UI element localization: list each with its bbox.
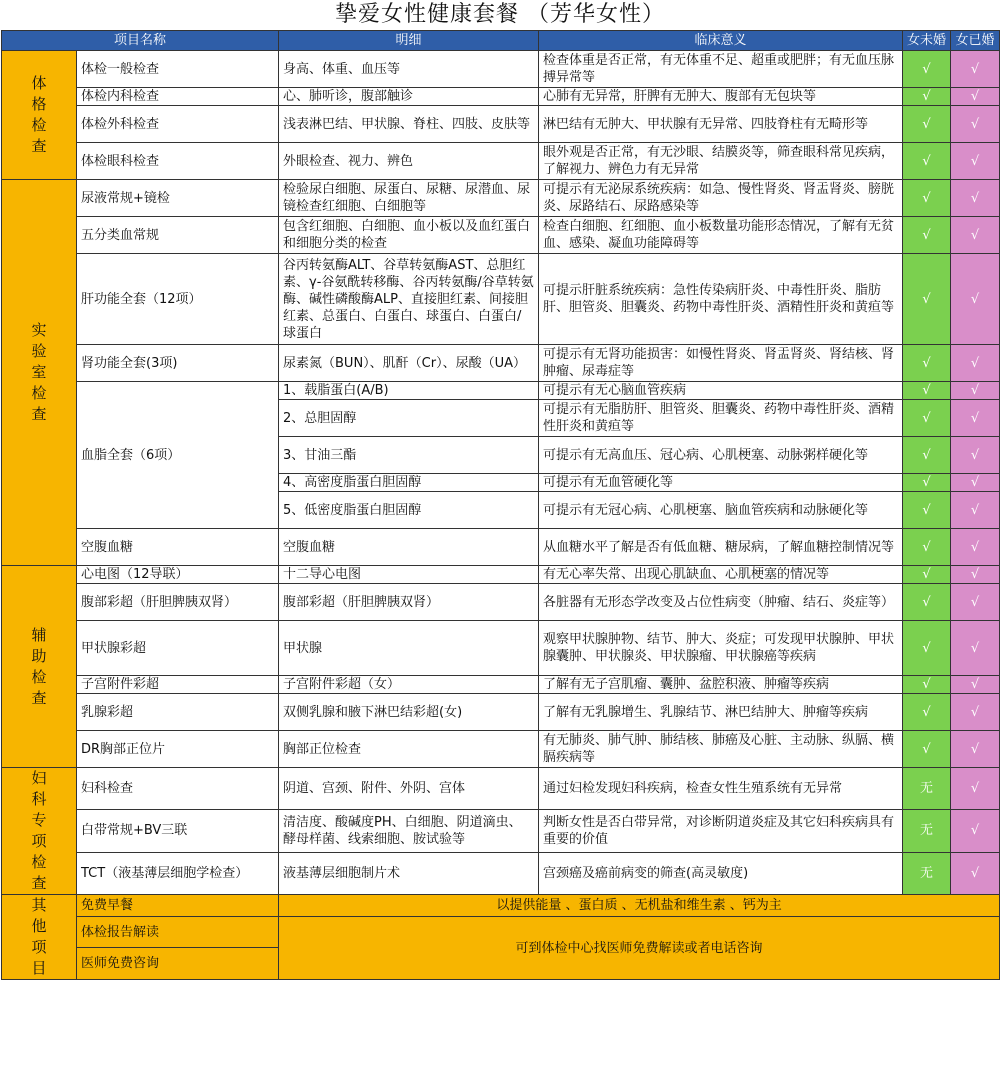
married-mark: √ [951,731,1000,768]
married-mark: √ [951,492,1000,529]
item-meaning: 有无心率失常、出现心肌缺血、心肌梗塞的情况等 [539,566,903,584]
married-mark: √ [951,437,1000,474]
married-mark: √ [951,143,1000,180]
table-row [2,180,1000,217]
unmarried-mark: √ [903,382,951,400]
table-row [2,694,1000,731]
item-detail: 1、载脂蛋白(A/B) [279,382,539,400]
item-detail: 甲状腺 [279,621,539,676]
unmarried-mark: √ [903,400,951,437]
item-name: 肾功能全套(3项) [77,345,279,382]
unmarried-mark: √ [903,584,951,621]
married-mark: √ [951,51,1000,88]
item-meaning: 可提示有无肾功能损害：如慢性肾炎、肾盂肾炎、肾结核、肾肿瘤、尿毒症等 [539,345,903,382]
header-row [2,31,1000,51]
item-note: 以提供能量 、蛋白质 、无机盐和维生素 、钙为主 [279,895,1000,917]
unmarried-mark: √ [903,180,951,217]
table-row [2,895,1000,917]
unmarried-mark: 无 [903,852,951,894]
item-detail: 胸部正位检查 [279,731,539,768]
item-name: 五分类血常规 [77,217,279,254]
married-mark: √ [951,584,1000,621]
item-name: 心电图（12导联） [77,566,279,584]
married-mark: √ [951,529,1000,566]
item-detail: 十二导心电图 [279,566,539,584]
item-detail: 空腹血糖 [279,529,539,566]
item-meaning: 可提示有无血管硬化等 [539,474,903,492]
item-meaning: 通过妇检发现妇科疾病，检查女性生殖系统有无异常 [539,768,903,810]
category-label: 体 格 检 查 [2,51,77,180]
married-mark: √ [951,474,1000,492]
married-mark: √ [951,254,1000,345]
item-meaning: 从血糖水平了解是否有低血糖、糖尿病，了解血糖控制情况等 [539,529,903,566]
table-row [2,768,1000,810]
table-row [2,88,1000,106]
unmarried-mark: √ [903,474,951,492]
unmarried-mark: √ [903,88,951,106]
item-meaning: 眼外观是否正常，有无沙眼、结膜炎等，筛查眼科常见疾病，了解视力、辨色力有无异常 [539,143,903,180]
column-header-unmarried: 女未婚 [903,31,951,51]
item-name: 子宫附件彩超 [77,676,279,694]
item-detail: 身高、体重、血压等 [279,51,539,88]
unmarried-mark: √ [903,621,951,676]
married-mark: √ [951,621,1000,676]
item-name: 尿液常规+镜检 [77,180,279,217]
item-detail: 子宫附件彩超（女） [279,676,539,694]
item-meaning: 心肺有无异常，肝脾有无肿大、腹部有无包块等 [539,88,903,106]
item-name: 空腹血糖 [77,529,279,566]
item-detail: 2、总胆固醇 [279,400,539,437]
package-table [1,30,1000,980]
item-meaning: 观察甲状腺肿物、结节、肿大、炎症；可发现甲状腺肿、甲状腺囊肿、甲状腺炎、甲状腺瘤、甲状腺癌等疾病 [539,621,903,676]
item-meaning: 可提示肝脏系统疾病：急性传染病肝炎、中毒性肝炎、脂肪肝、胆管炎、胆囊炎、药物中毒性肝炎、酒精性肝炎和黄疸等 [539,254,903,345]
unmarried-mark: √ [903,106,951,143]
item-meaning: 可提示有无脂肪肝、胆管炎、胆囊炎、药物中毒性肝炎、酒精性肝炎和黄疸等 [539,400,903,437]
married-mark: √ [951,88,1000,106]
married-mark: √ [951,217,1000,254]
item-detail: 液基薄层细胞制片术 [279,852,539,894]
unmarried-mark: √ [903,529,951,566]
unmarried-mark: √ [903,345,951,382]
unmarried-mark: √ [903,437,951,474]
unmarried-mark: √ [903,254,951,345]
item-detail: 双侧乳腺和腋下淋巴结彩超(女) [279,694,539,731]
table-row [2,621,1000,676]
unmarried-mark: √ [903,731,951,768]
item-detail: 4、高密度脂蛋白胆固醇 [279,474,539,492]
unmarried-mark: √ [903,566,951,584]
item-meaning: 宫颈癌及癌前病变的筛查(高灵敏度) [539,852,903,894]
item-name: DR胸部正位片 [77,731,279,768]
table-row [2,852,1000,894]
table-row [2,51,1000,88]
table-row [2,676,1000,694]
item-detail: 外眼检查、视力、辨色 [279,143,539,180]
item-detail: 清洁度、酸碱度PH、白细胞、阴道滴虫、酵母样菌、线索细胞、胺试验等 [279,810,539,852]
married-mark: √ [951,852,1000,894]
unmarried-mark: 无 [903,810,951,852]
unmarried-mark: √ [903,51,951,88]
item-meaning: 判断女性是否白带异常，对诊断阴道炎症及其它妇科疾病具有重要的价值 [539,810,903,852]
item-meaning: 可提示有无泌尿系统疾病：如急、慢性肾炎、肾盂肾炎、膀胱炎、尿路结石、尿路感染等 [539,180,903,217]
table-row [2,566,1000,584]
married-mark: √ [951,768,1000,810]
item-detail: 尿素氮（BUN）、肌酐（Cr）、尿酸（UA） [279,345,539,382]
table-row [2,810,1000,852]
unmarried-mark: √ [903,143,951,180]
item-detail: 浅表淋巴结、甲状腺、脊柱、四肢、皮肤等 [279,106,539,143]
table-row [2,345,1000,382]
married-mark: √ [951,566,1000,584]
item-meaning: 了解有无子宫肌瘤、囊肿、盆腔积液、肿瘤等疾病 [539,676,903,694]
item-detail: 3、甘油三酯 [279,437,539,474]
item-name: 免费早餐 [77,895,279,917]
category-label: 实 验 室 检 查 [2,180,77,566]
married-mark: √ [951,345,1000,382]
item-detail: 检验尿白细胞、尿蛋白、尿糖、尿潜血、尿镜检查红细胞、白细胞等 [279,180,539,217]
table-row [2,731,1000,768]
table-row [2,106,1000,143]
table-row [2,143,1000,180]
married-mark: √ [951,382,1000,400]
item-detail: 阴道、宫颈、附件、外阴、宫体 [279,768,539,810]
item-name: 体检报告解读 [77,917,279,948]
unmarried-mark: 无 [903,768,951,810]
item-name: 血脂全套（6项） [77,382,279,529]
married-mark: √ [951,810,1000,852]
item-name: 腹部彩超（肝胆脾胰双肾） [77,584,279,621]
item-meaning: 可提示有无冠心病、心肌梗塞、脑血管疾病和动脉硬化等 [539,492,903,529]
item-detail: 5、低密度脂蛋白胆固醇 [279,492,539,529]
item-detail: 包含红细胞、白细胞、血小板以及血红蛋白和细胞分类的检查 [279,217,539,254]
item-meaning: 检查体重是否正常，有无体重不足、超重或肥胖；有无血压脉搏异常等 [539,51,903,88]
item-name: 甲状腺彩超 [77,621,279,676]
item-name: 肝功能全套（12项） [77,254,279,345]
item-detail: 谷丙转氨酶ALT、谷草转氨酶AST、总胆红素、γ-谷氨酰转移酶、谷丙转氨酶/谷草转氨酶、碱性磷酸酶ALP、直接胆红素、间接胆红素、总蛋白、白蛋白、球蛋白、白蛋白/球蛋白 [279,254,539,345]
item-meaning: 可提示有无心脑血管疾病 [539,382,903,400]
page-title: 挚爱女性健康套餐 （芳华女性） [335,2,665,27]
column-header-meaning: 临床意义 [539,31,903,51]
category-label: 辅 助 检 查 [2,566,77,768]
unmarried-mark: √ [903,217,951,254]
column-header-detail: 明细 [279,31,539,51]
item-name: 体检外科检查 [77,106,279,143]
table-row [2,217,1000,254]
married-mark: √ [951,676,1000,694]
item-meaning: 淋巴结有无肿大、甲状腺有无异常、四肢脊柱有无畸形等 [539,106,903,143]
unmarried-mark: √ [903,492,951,529]
item-name: TCT（液基薄层细胞学检查） [77,852,279,894]
married-mark: √ [951,694,1000,731]
item-meaning: 各脏器有无形态学改变及占位性病变（肿瘤、结石、炎症等） [539,584,903,621]
item-meaning: 有无肺炎、肺气肿、肺结核、肺癌及心脏、主动脉、纵膈、横膈疾病等 [539,731,903,768]
item-meaning: 了解有无乳腺增生、乳腺结节、淋巴结肿大、肿瘤等疾病 [539,694,903,731]
married-mark: √ [951,400,1000,437]
item-name: 白带常规+BV三联 [77,810,279,852]
item-meaning: 可提示有无高血压、冠心病、心肌梗塞、动脉粥样硬化等 [539,437,903,474]
category-label: 妇 科 专 项 检 查 [2,768,77,895]
category-label: 其 他 项 目 [2,895,77,980]
item-name: 体检眼科检查 [77,143,279,180]
item-name: 体检一般检查 [77,51,279,88]
item-name: 医师免费咨询 [77,948,279,980]
table-row [2,254,1000,345]
item-note: 可到体检中心找医师免费解读或者电话咨询 [279,917,1000,980]
married-mark: √ [951,180,1000,217]
married-mark: √ [951,106,1000,143]
column-header-married: 女已婚 [951,31,1000,51]
table-row [2,917,1000,948]
item-detail: 心、肺听诊，腹部触诊 [279,88,539,106]
column-header-item: 项目名称 [2,31,279,51]
item-detail: 腹部彩超（肝胆脾胰双肾） [279,584,539,621]
item-name: 乳腺彩超 [77,694,279,731]
item-meaning: 检查白细胞、红细胞、血小板数量功能形态情况，了解有无贫血、感染、凝血功能障碍等 [539,217,903,254]
table-row [2,529,1000,566]
item-name: 体检内科检查 [77,88,279,106]
table-row [2,382,1000,400]
item-name: 妇科检查 [77,768,279,810]
table-row [2,584,1000,621]
unmarried-mark: √ [903,694,951,731]
unmarried-mark: √ [903,676,951,694]
